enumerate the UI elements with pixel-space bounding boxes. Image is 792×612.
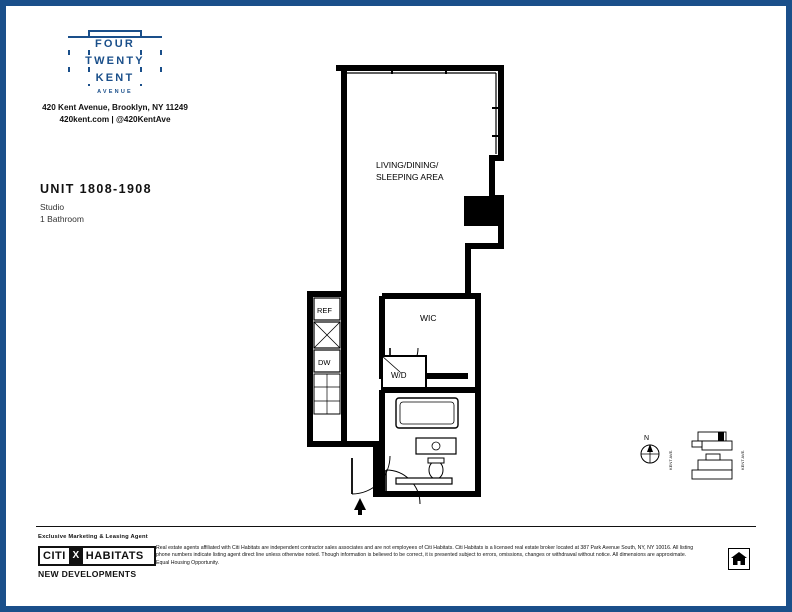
logo-text-avenue: AVENUE (56, 86, 174, 98)
citi-habitats-logo (38, 546, 156, 579)
citi-habitats-wordmark (38, 546, 156, 566)
new-developments-text: NEW DEVELOPMENTS (38, 569, 137, 579)
entry-arrow (354, 498, 366, 515)
logo-text-kent: KENT (56, 72, 174, 84)
compass-north-label: N (644, 435, 650, 442)
logo-text-four: FOUR (56, 38, 174, 50)
equal-housing-opportunity-icon (728, 548, 750, 570)
unit-bathrooms: 1 Bathroom (40, 214, 84, 224)
label-dw: DW (318, 358, 331, 367)
keyplan-street-right: KENT AVE. (740, 449, 745, 470)
brand-address (40, 102, 190, 126)
unit-title: UNIT 1808-1908 (40, 182, 153, 196)
page-inner (6, 6, 786, 606)
label-wic: WIC (420, 313, 437, 323)
keyplan-street-left: KENT AVE. (668, 449, 673, 470)
unit-type: Studio (40, 202, 65, 212)
legal-disclaimer: Real estate agents affiliated with Citi Habitats are independent contractor sales associates and are not employees of Citi Habitats. Citi Habitats is a licensed real estate broker located at 387 Park Avenue South, NY, NY 10016. All listing phone numbers indicate listing agent direct line unless otherwise noted. Though information is believed to be correct, it is presented subject to errors, omissions, changes or withdrawal without notice. All dimensions are approximate. Equal Housing Opportunity. (156, 545, 694, 566)
page-footer (6, 526, 786, 596)
footer-divider (36, 526, 756, 527)
unit-info-block (40, 182, 260, 224)
brand-logo-block (40, 30, 250, 126)
label-wd: W/D (391, 371, 407, 380)
floor-plan-drawing (296, 46, 526, 516)
address-line-2: 420kent.com | @420KentAve (59, 115, 171, 124)
four-twenty-kent-logo (56, 30, 174, 95)
logo-text-twenty: TWENTY (56, 55, 174, 67)
label-living-dining-1: LIVING/DINING/ (376, 160, 439, 170)
compass-keyplan (636, 426, 766, 496)
label-ref: REF (317, 306, 332, 315)
address-line-1: 420 Kent Avenue, Brooklyn, NY 11249 (42, 103, 188, 112)
habitats-text: HABITATS (85, 550, 144, 562)
label-living-dining-2: SLEEPING AREA (376, 172, 444, 182)
exclusive-agent-label: Exclusive Marketing & Leasing Agent (38, 534, 148, 540)
citi-text: CITI (43, 550, 66, 562)
citi-x-mark: X (69, 548, 83, 564)
